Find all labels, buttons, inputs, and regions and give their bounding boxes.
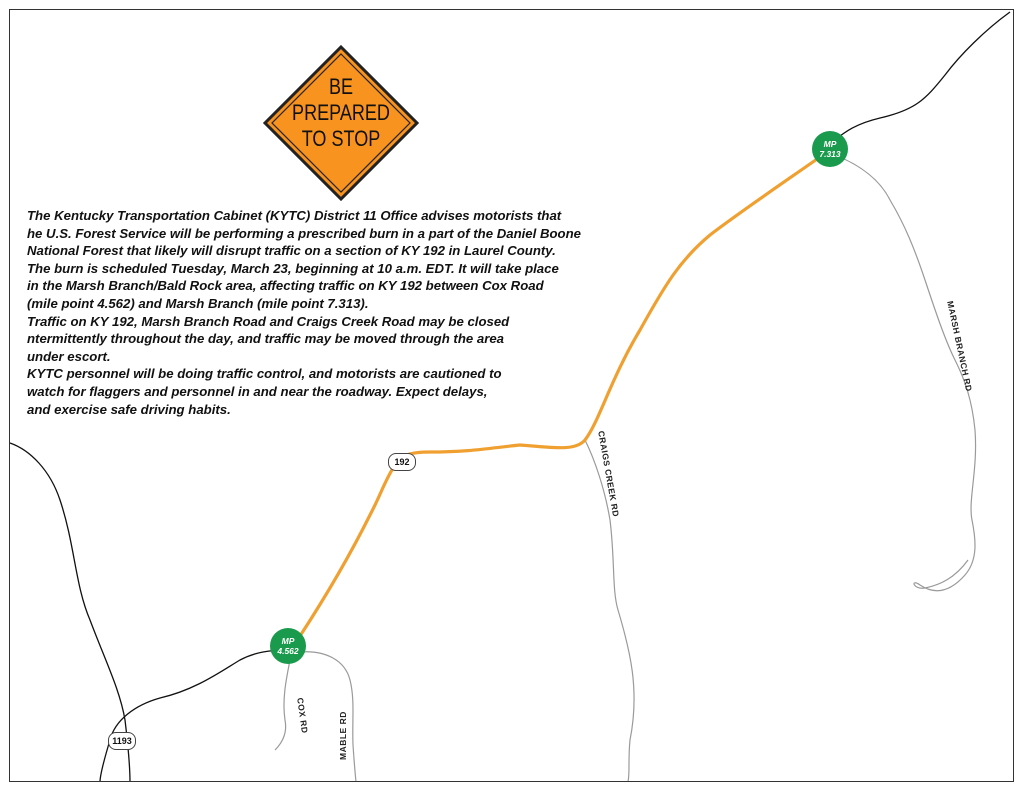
route-shield-1193: 1193 bbox=[108, 732, 136, 750]
advisory-line: The burn is scheduled Tuesday, March 23, beginning at 10 a.m. EDT. It will take place bbox=[27, 260, 559, 276]
route-shield-192: 192 bbox=[388, 453, 416, 471]
advisory-line: he U.S. Forest Service will be performing a prescribed burn in a part of the Daniel Boone bbox=[27, 225, 581, 241]
sign-line-1: BE bbox=[328, 74, 354, 99]
advisory-line: and exercise safe driving habits. bbox=[27, 401, 231, 417]
advisory-line: National Forest that likely will disrupt traffic on a section of KY 192 in Laurel County. bbox=[27, 243, 556, 259]
advisory-text bbox=[27, 207, 647, 418]
mile-point-marker-end bbox=[812, 131, 848, 167]
road-label-craigs-creek: CRAIGS CREEK RD bbox=[596, 430, 622, 518]
mp-label: MP bbox=[281, 636, 295, 646]
mp-value: 4.562 bbox=[277, 646, 299, 656]
advisory-line: KYTC personnel will be doing traffic control, and motorists are cautioned to bbox=[27, 366, 502, 382]
advisory-line: under escort. bbox=[27, 348, 111, 364]
road-label-mable: MABLE RD bbox=[338, 711, 348, 760]
sign-line-2: PREPARED bbox=[292, 100, 390, 125]
advisory-line: in the Marsh Branch/Bald Rock area, affecting traffic on KY 192 between Cox Road bbox=[27, 278, 544, 294]
advisory-line: watch for flaggers and personnel in and near the roadway. Expect delays, bbox=[27, 383, 488, 399]
advisory-line: Traffic on KY 192, Marsh Branch Road and Craigs Creek Road may be closed bbox=[27, 313, 510, 329]
mile-point-marker-start bbox=[270, 628, 306, 664]
advisory-line: (mile point 4.562) and Marsh Branch (mile point 7.313). bbox=[27, 295, 369, 311]
advisory-line: The Kentucky Transportation Cabinet (KYTC) District 11 Office advises motorists that bbox=[27, 208, 562, 223]
sign-line-3: TO STOP bbox=[301, 126, 381, 151]
advisory-line: ntermittently throughout the day, and traffic may be moved through the area bbox=[27, 331, 505, 347]
sign-text bbox=[262, 74, 420, 152]
mp-value: 7.313 bbox=[819, 149, 841, 159]
road-label-marsh-branch: MARSH BRANCH RD bbox=[945, 300, 975, 393]
road-label-cox: COX RD bbox=[295, 697, 311, 735]
be-prepared-to-stop-sign bbox=[262, 44, 420, 202]
mp-label: MP bbox=[823, 139, 837, 149]
